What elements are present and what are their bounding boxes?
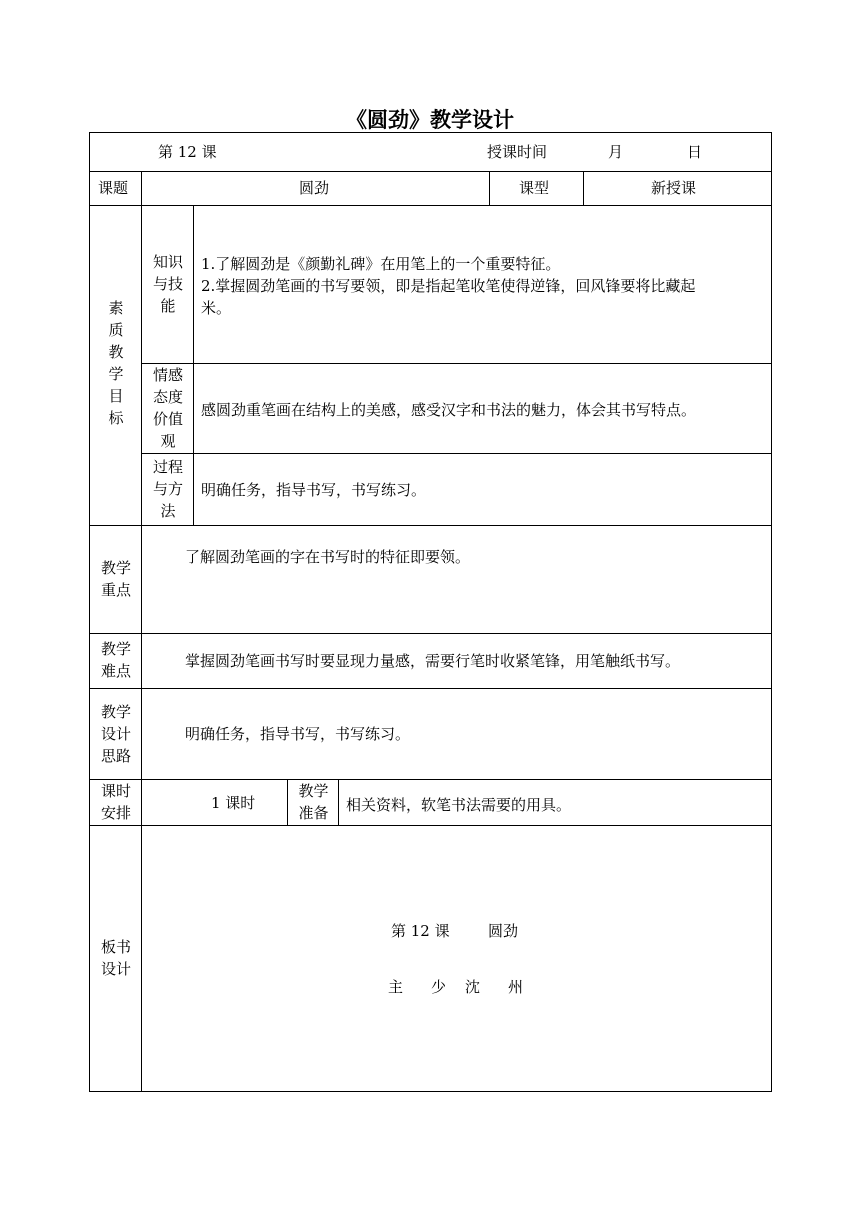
difficulties-text: 掌握圆劲笔画书写时要显现力量感，需要行笔时收紧笔锋，用笔触纸书写。	[185, 652, 681, 670]
goals-label: 素 质 教 学 目 标	[108, 299, 124, 427]
board-char-4: 州	[508, 978, 524, 996]
emotion-label: 情感 态度 价值 观	[152, 366, 183, 450]
keypoints-text: 了解圆劲笔画的字在书写时的特征即要领。	[185, 548, 471, 566]
process-text: 明确任务，指导书写，书写练习。	[201, 481, 427, 499]
lesson-number: 第 12 课	[158, 143, 217, 161]
prep-label: 教学 准备	[298, 782, 329, 822]
board-content-cell	[141, 825, 772, 1092]
board-char-2: 少	[431, 978, 447, 996]
knowledge-label: 知识 与技 能	[152, 253, 183, 315]
process-label: 过程 与方 法	[152, 458, 183, 520]
topic-value: 圆劲	[299, 179, 330, 197]
document-title: 《圆劲》教学设计	[346, 108, 514, 132]
approach-text: 明确任务，指导书写，书写练习。	[185, 725, 411, 743]
schedule-value: 1 课时	[211, 794, 256, 812]
board-char-1: 主	[388, 978, 404, 996]
schedule-label: 课时 安排	[100, 782, 131, 822]
prep-text: 相关资料，软笔书法需要的用具。	[346, 796, 572, 814]
type-label: 课型	[519, 179, 550, 197]
day-label: 日	[687, 143, 703, 161]
knowledge-text: 1.了解圆劲是《颜勤礼碑》在用笔上的一个重要特征。 2.掌握圆劲笔画的书写要领，即是指起笔收笔使得逆锋，回风锋要将比藏起 米。	[201, 255, 696, 317]
board-label: 板书 设计	[100, 938, 131, 978]
keypoints-label: 教学 重点	[100, 559, 131, 599]
keypoints-text-cell	[141, 525, 772, 634]
board-char-3: 沈	[465, 978, 481, 996]
approach-label: 教学 设计 思路	[100, 703, 131, 765]
class-time-label: 授课时间	[487, 143, 548, 161]
type-value: 新授课	[651, 179, 697, 197]
topic-label: 课题	[98, 179, 129, 197]
difficulties-label: 教学 难点	[100, 640, 131, 680]
board-lesson: 第 12 课	[391, 922, 450, 940]
board-topic: 圆劲	[488, 922, 519, 940]
emotion-text: 感圆劲重笔画在结构上的美感，感受汉字和书法的魅力，体会其书写特点。	[201, 401, 697, 419]
month-label: 月	[608, 143, 624, 161]
